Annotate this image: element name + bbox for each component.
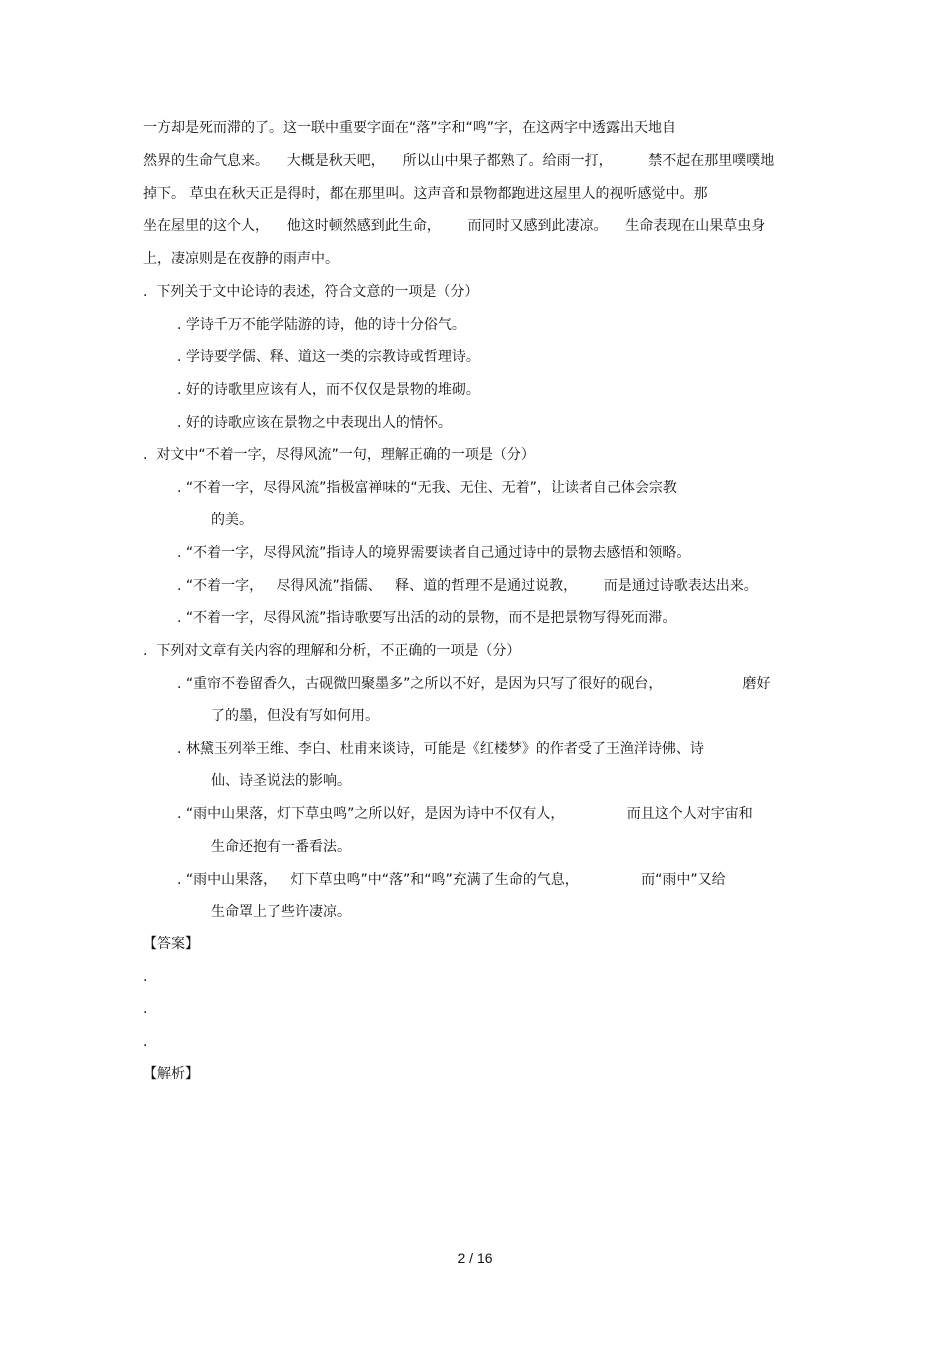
option-line: . “不着一字，尽得风流”指诗歌要写出活的动的景物，而不是把景物写得死而滞。 bbox=[177, 610, 677, 626]
passage-line: 掉下。 草虫在秋天正是得时，都在那里叫。这声音和景物都跑进这屋里人的视听感觉中。那 bbox=[143, 186, 708, 202]
question-stem: . 下列对文章有关内容的理解和分析，不正确的一项是（分） bbox=[143, 643, 521, 659]
option-continuation: 了的墨，但没有写如何用。 bbox=[211, 708, 379, 724]
option-line: . “雨中山果落，灯下草虫鸣”之所以好，是因为诗中不仅有人， 而且这个人对宇宙和 bbox=[177, 806, 753, 822]
passage-line: 然界的生命气息来。 大概是秋天吧， 所以山中果子都熟了。给雨一打， 禁不起在那里噗噗地 bbox=[143, 153, 775, 169]
answer-item: . bbox=[143, 1034, 148, 1050]
option-line: . “不着一字， 尽得风流”指儒、 释、道的哲理不是通过说教， 而是通过诗歌表达出来。 bbox=[177, 578, 758, 594]
option-continuation: 生命罩上了些许凄凉。 bbox=[211, 904, 351, 920]
option-line: . 学诗千万不能学陆游的诗，他的诗十分俗气。 bbox=[177, 317, 466, 333]
option-continuation: 生命还抱有一番看法。 bbox=[211, 839, 351, 855]
answer-heading: 【答案】 bbox=[143, 936, 199, 952]
option-line: . 林黛玉列举王维、李白、杜甫来谈诗，可能是《红楼梦》的作者受了王渔洋诗佛、诗 bbox=[177, 741, 704, 757]
option-line: . 好的诗歌应该在景物之中表现出人的情怀。 bbox=[177, 415, 452, 431]
question-stem: . 对文中“不着一字，尽得风流”一句，理解正确的一项是（分） bbox=[143, 447, 535, 463]
option-line: . “雨中山果落， 灯下草虫鸣”中“落”和“鸣”充满了生命的气息， 而“雨中”又给 bbox=[177, 872, 726, 888]
option-line: . “不着一字，尽得风流”指诗人的境界需要读者自己通过诗中的景物去感悟和领略。 bbox=[177, 545, 691, 561]
answer-item: . bbox=[143, 1001, 148, 1017]
option-line: . 学诗要学儒、释、道这一类的宗教诗或哲理诗。 bbox=[177, 349, 480, 365]
question-stem: . 下列关于文中论诗的表述，符合文意的一项是（分） bbox=[143, 284, 479, 300]
passage-line: 坐在屋里的这个人， 他这时顿然感到此生命， 而同时又感到此凄凉。 生命表现在山果草虫身 bbox=[143, 218, 766, 234]
analysis-heading: 【解析】 bbox=[143, 1066, 199, 1082]
option-continuation: 仙、诗圣说法的影响。 bbox=[211, 773, 351, 789]
option-line: . “不着一字，尽得风流”指极富禅味的“无我、无住、无着”，让读者自己体会宗教 bbox=[177, 480, 677, 496]
page-number: 2 / 16 bbox=[457, 1250, 493, 1266]
passage-line: 一方却是死而滞的了。这一联中重要字面在“落”字和“鸣”字，在这两字中透露出天地自 bbox=[143, 120, 677, 136]
option-continuation: 的美。 bbox=[211, 512, 253, 528]
option-line: . “重帘不卷留香久，古砚微凹聚墨多”之所以不好，是因为只写了很好的砚台， 磨好 bbox=[177, 676, 771, 692]
option-line: . 好的诗歌里应该有人，而不仅仅是景物的堆砌。 bbox=[177, 382, 480, 398]
answer-item: . bbox=[143, 969, 148, 985]
passage-line: 上，凄凉则是在夜静的雨声中。 bbox=[143, 251, 339, 267]
